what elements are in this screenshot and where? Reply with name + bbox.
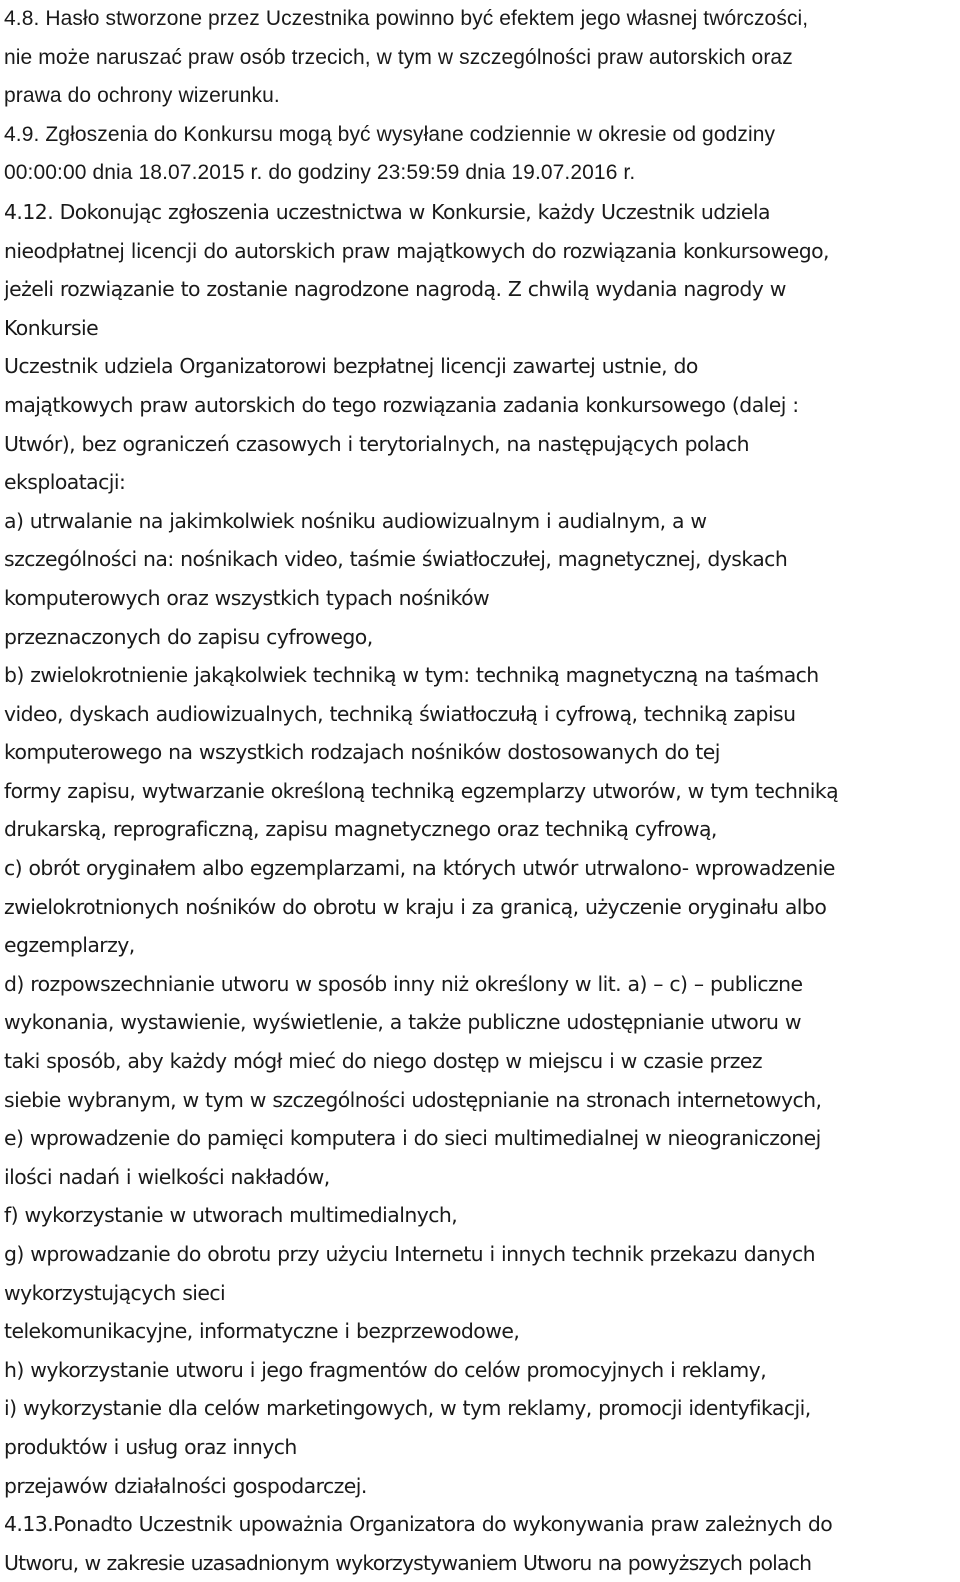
text-line-36: h) wykorzystanie utworu i jego fragmentów do celów promocyjnych i reklamy, (4, 1357, 767, 1382)
text-line-34: wykorzystujących sieci (4, 1280, 226, 1305)
text-line-1: 4.8. Hasło stworzone przez Uczestnika powinno być efektem jego własnej twórczości, (4, 7, 809, 30)
text-line-21: formy zapisu, wytwarzanie określoną techniką egzemplarzy utworów, w tym techniką (4, 778, 839, 803)
text-line-27: wykonania, wystawienie, wyświetlenie, a także publiczne udostępnianie utworu w (4, 1010, 801, 1035)
text-line-35: telekomunikacyjne, informatyczne i bezprzewodowe, (4, 1319, 520, 1344)
text-line-41: Utworu, w zakresie uzasadnionym wykorzystywaniem Utworu na powyższych polach (4, 1550, 812, 1575)
text-line-14: a) utrwalanie na jakimkolwiek nośniku audiowizualnym i audialnym, a w (4, 508, 707, 533)
text-line-2: nie może naruszać praw osób trzecich, w tym w szczególności praw autorskich oraz (4, 45, 793, 69)
text-line-32: f) wykorzystanie w utworach multimedialnych, (4, 1203, 458, 1228)
text-line-6: 4.12. Dokonując zgłoszenia uczestnictwa w Konkursie, każdy Uczestnik udziela (4, 199, 770, 224)
text-line-19: video, dyskach audiowizualnych, techniką światłoczułą i cyfrową, techniką zapisu (4, 701, 796, 726)
text-line-12: Utwór), bez ograniczeń czasowych i terytorialnych, na następujących polach (4, 431, 749, 456)
text-line-33: g) wprowadzanie do obrotu przy użyciu Internetu i innych technik przekazu danych (4, 1242, 815, 1266)
text-line-28: taki sposób, aby każdy mógł mieć do niego dostęp w miejscu i w czasie przez (4, 1049, 763, 1074)
text-line-25: egzemplarzy, (4, 933, 135, 958)
text-line-15: szczególności na: nośnikach video, taśmie światłoczułej, magnetycznej, dyskach (4, 547, 788, 572)
text-line-3: prawa do ochrony wizerunku. (4, 84, 280, 108)
text-line-11: majątkowych praw autorskich do tego rozwiązania zadania konkursowego (dalej : (4, 392, 799, 417)
text-line-10: Uczestnik udziela Organizatorowi bezpłatnej licencji zawartej ustnie, do (4, 354, 698, 379)
text-line-37: i) wykorzystanie dla celów marketingowych, w tym reklamy, promocji identyfikacji, (4, 1396, 811, 1421)
text-line-4: 4.9. Zgłoszenia do Konkursu mogą być wysyłane codziennie w okresie od godziny (4, 122, 776, 146)
text-line-18: b) zwielokrotnienie jakąkolwiek techniką w tym: techniką magnetyczną na taśmach (4, 663, 819, 688)
text-line-16: komputerowych oraz wszystkich typach nośników (4, 585, 490, 610)
text-line-9: Konkursie (4, 315, 99, 340)
text-line-38: produktów i usług oraz innych (4, 1434, 297, 1459)
text-line-20: komputerowego na wszystkich rodzajach nośników dostosowanych do tej (4, 740, 720, 765)
text-line-40: 4.13.Ponadto Uczestnik upoważnia Organizatora do wykonywania praw zależnych do (4, 1512, 833, 1537)
text-line-29: siebie wybranym, w tym w szczególności udostępnianie na stronach internetowych, (4, 1087, 822, 1112)
text-line-8: jeżeli rozwiązanie to zostanie nagrodzone nagrodą. Z chwilą wydania nagrody w (4, 277, 786, 302)
text-line-24: zwielokrotnionych nośników do obrotu w kraju i za granicą, użyczenie oryginału albo (4, 894, 827, 919)
text-line-31: ilości nadań i wielkości nakładów, (4, 1164, 330, 1189)
document-page (4, 0, 958, 1582)
text-line-13: eksploatacji: (4, 470, 126, 495)
text-line-17: przeznaczonych do zapisu cyfrowego, (4, 624, 373, 649)
text-line-23: c) obrót oryginałem albo egzemplarzami, na których utwór utrwalono- wprowadzenie (4, 856, 835, 881)
text-line-26: d) rozpowszechnianie utworu w sposób inny niż określony w lit. a) – c) – publiczne (4, 971, 803, 996)
text-line-5: 00:00:00 dnia 18.07.2015 r. do godziny 23:59:59 dnia 19.07.2016 r. (4, 161, 636, 185)
text-line-39: przejawów działalności gospodarczej. (4, 1473, 367, 1498)
text-line-30: e) wprowadzenie do pamięci komputera i do sieci multimedialnej w nieograniczonej (4, 1126, 821, 1151)
text-line-7: nieodpłatnej licencji do autorskich praw majątkowych do rozwiązania konkursowego, (4, 238, 829, 263)
text-line-22: drukarską, reprograficzną, zapisu magnetycznego oraz techniką cyfrową, (4, 817, 717, 842)
